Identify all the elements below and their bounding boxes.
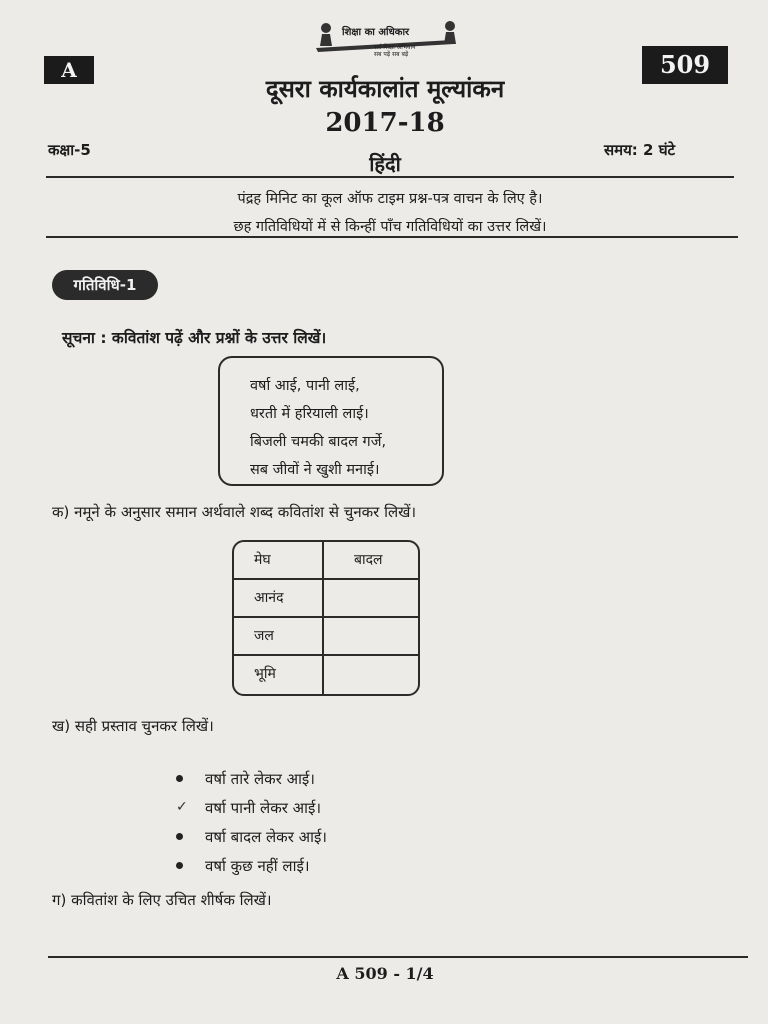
instruction-1: पंद्रह मिनिट का कूल ऑफ टाइम प्रश्न-पत्र वाचन के लिए है। — [237, 191, 543, 207]
logo — [312, 18, 464, 62]
question-c: ग) कवितांश के लिए उचित शीर्षक लिखें। — [52, 891, 272, 909]
option-item[interactable]: वर्षा तारे लेकर आई। — [176, 764, 327, 793]
instruction-2: छह गतिविधियों में से किन्हीं पाँच गतिविधियों का उत्तर लिखें। — [233, 219, 547, 235]
options-list — [176, 764, 327, 880]
divider-bottom — [46, 236, 738, 238]
table-cell: आनंद — [234, 580, 324, 616]
activity-notice: सूचना : कवितांश पढ़ें और प्रश्नों के उत्तर लिखें। — [62, 329, 327, 347]
divider-top — [46, 176, 734, 178]
logo-subtitle: सर्व शिक्षा अभियान सब पढ़ें सब बढ़ें — [374, 44, 416, 58]
question-b: ख) सही प्रस्ताव चुनकर लिखें। — [52, 717, 214, 735]
answer-cell[interactable] — [324, 656, 418, 694]
table-row — [234, 542, 418, 580]
answer-cell[interactable] — [324, 580, 418, 616]
poem-line: वर्षा आई, पानी लाई, — [250, 378, 360, 394]
page-footer: A 509 - 1/4 — [336, 964, 434, 983]
bullet-icon — [176, 775, 183, 782]
poem-line: धरती में हरियाली लाई। — [250, 406, 369, 422]
class-label: कक्षा-5 — [48, 141, 91, 159]
paper-code: 509 — [642, 46, 728, 84]
time-label: समय: 2 घंटे — [604, 141, 676, 159]
synonym-table — [232, 540, 420, 696]
subject: हिंदी — [369, 152, 401, 176]
activity-badge: गतिविधि-1 — [52, 270, 158, 300]
option-item[interactable]: वर्षा कुछ नहीं लाई। — [176, 851, 327, 880]
question-a: क) नमूने के अनुसार समान अर्थवाले शब्द कवितांश से चुनकर लिखें। — [52, 503, 417, 521]
option-item[interactable]: वर्षा बादल लेकर आई। — [176, 822, 327, 851]
logo-title: शिक्षा का अधिकार — [342, 27, 410, 38]
table-cell: मेघ — [234, 542, 324, 578]
table-cell: भूमि — [234, 656, 324, 694]
poem-line: सब जीवों ने खुशी मनाई। — [250, 462, 380, 478]
exam-year: 2017-18 — [325, 108, 445, 138]
check-mark-icon: ✓ — [176, 799, 188, 815]
bullet-icon — [176, 862, 183, 869]
answer-cell[interactable] — [324, 618, 418, 654]
bullet-icon — [176, 833, 183, 840]
exam-title: दूसरा कार्यकालांत मूल्यांकन — [265, 75, 505, 103]
table-row — [234, 580, 418, 618]
table-cell: बादल — [354, 552, 383, 568]
footer-divider — [48, 956, 748, 958]
table-row — [234, 618, 418, 656]
set-label: A — [44, 56, 94, 84]
option-item[interactable]: ✓ वर्षा पानी लेकर आई। — [176, 798, 322, 817]
poem-box — [218, 356, 444, 486]
poem-line: बिजली चमकी बादल गर्जे, — [250, 434, 387, 450]
table-row — [234, 656, 418, 694]
table-cell: जल — [234, 618, 324, 654]
